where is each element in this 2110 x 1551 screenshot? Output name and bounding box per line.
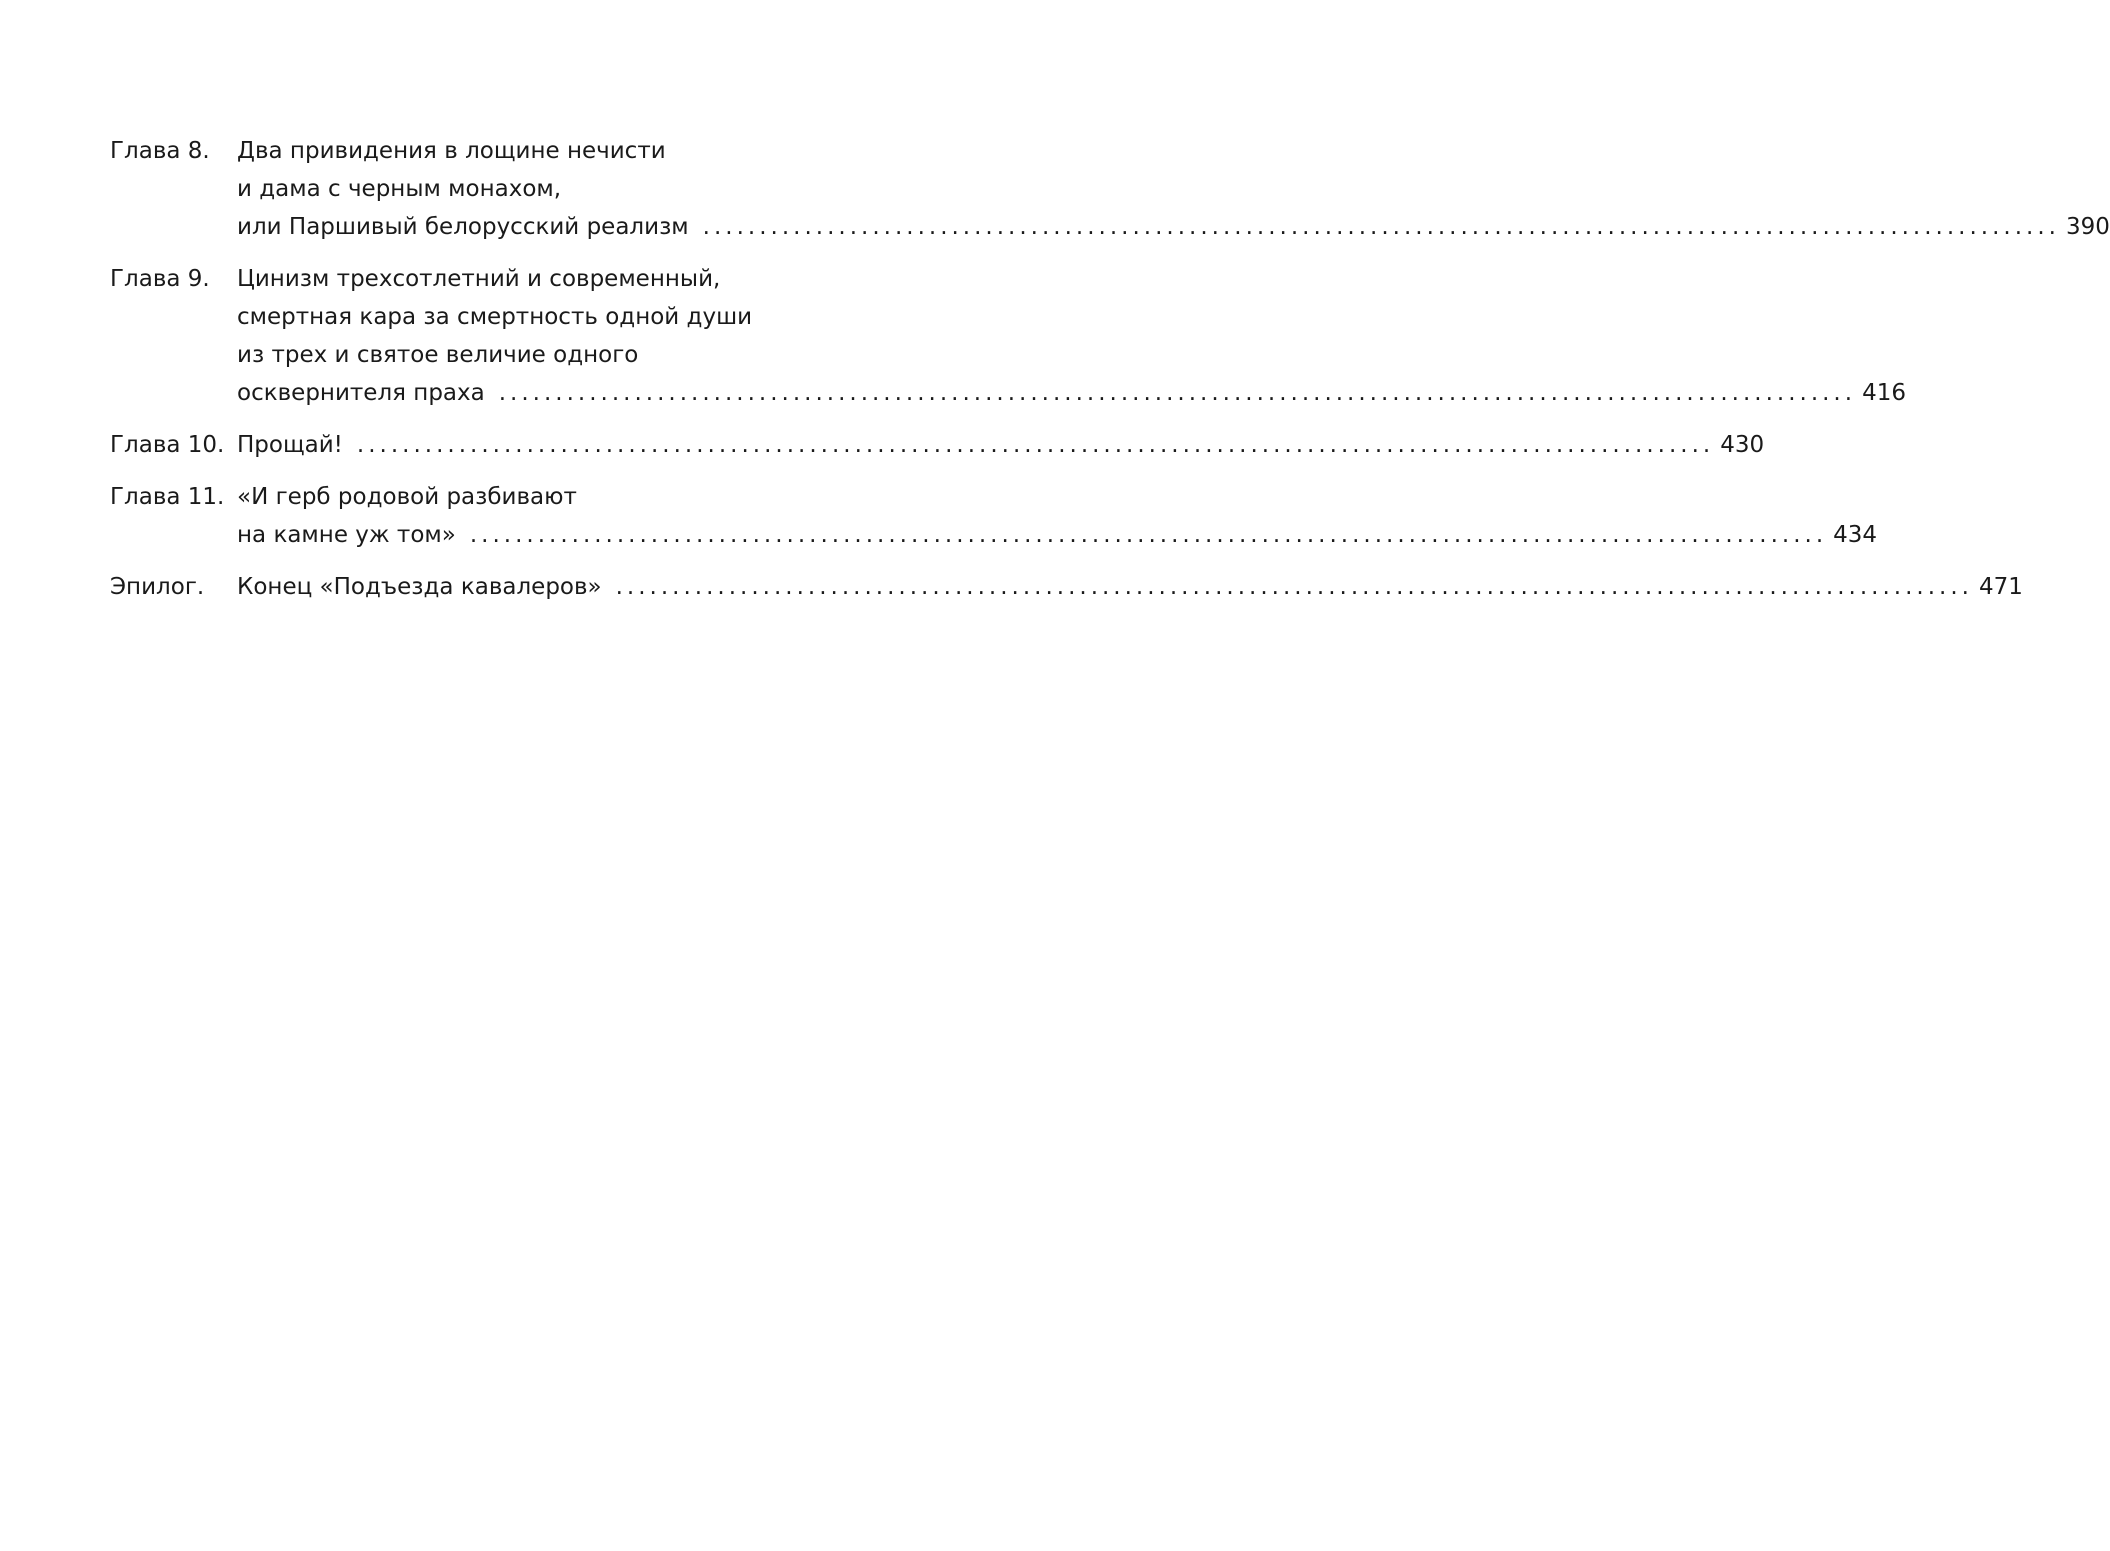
chapter-title-last-line xyxy=(237,374,1906,412)
chapter-title xyxy=(237,260,1906,412)
toc-entry-chapter-9 xyxy=(110,260,1906,412)
dot-leader: ........................................................................................................................ xyxy=(702,214,2060,240)
chapter-title xyxy=(237,426,1765,464)
chapter-title-line: смертная кара за смертность одной души xyxy=(237,304,753,330)
dot-leader: ........................................................................................................................ xyxy=(469,522,1828,548)
chapter-title-line: Два привидения в лощине нечисти xyxy=(237,138,666,164)
chapter-label: Глава 8. xyxy=(110,138,210,164)
chapter-title-line: осквернителя праха xyxy=(237,380,485,406)
chapter-label: Эпилог. xyxy=(110,574,205,600)
chapter-label: Глава 9. xyxy=(110,266,210,292)
toc-entry-chapter-8 xyxy=(110,132,2110,246)
chapter-title-line: на камне уж том» xyxy=(237,522,456,548)
chapter-title-line: и дама с черным монахом, xyxy=(237,176,562,202)
chapter-title xyxy=(237,568,2023,606)
chapter-title-line: Цинизм трехсотлетний и современный, xyxy=(237,266,721,292)
toc-entry-chapter-11 xyxy=(110,478,1878,554)
chapter-title-line: Прощай! xyxy=(237,432,343,458)
page-number: 471 xyxy=(1978,574,2023,600)
dot-leader: ........................................................................................................................ xyxy=(615,574,1973,600)
chapter-title-line: Конец «Подъезда кавалеров» xyxy=(237,574,602,600)
dot-leader: ........................................................................................................................ xyxy=(356,432,1715,458)
page-number: 416 xyxy=(1862,380,1906,406)
chapter-title-last-line xyxy=(237,516,1878,554)
chapter-label: Глава 11. xyxy=(110,484,225,510)
chapter-title xyxy=(237,478,1878,554)
chapter-title-last-line xyxy=(237,426,1765,464)
chapter-title-line: или Паршивый белорусский реализм xyxy=(237,214,689,240)
page-number: 430 xyxy=(1720,432,1765,458)
toc-entry-chapter-10 xyxy=(110,426,1765,464)
chapter-title-last-line xyxy=(237,208,2110,246)
dot-leader: ........................................................................................................................ xyxy=(498,380,1857,406)
page-number: 390 xyxy=(2065,214,2110,240)
page-number: 434 xyxy=(1833,522,1878,548)
chapter-title-line: из трех и святое величие одного xyxy=(237,342,639,368)
chapter-title-line: «И герб родовой разбивают xyxy=(237,484,577,510)
table-of-contents xyxy=(110,132,2110,620)
chapter-title-last-line xyxy=(237,568,2023,606)
chapter-title xyxy=(237,132,2110,246)
chapter-label: Глава 10. xyxy=(110,432,225,458)
toc-entry-epilogue xyxy=(110,568,2023,606)
